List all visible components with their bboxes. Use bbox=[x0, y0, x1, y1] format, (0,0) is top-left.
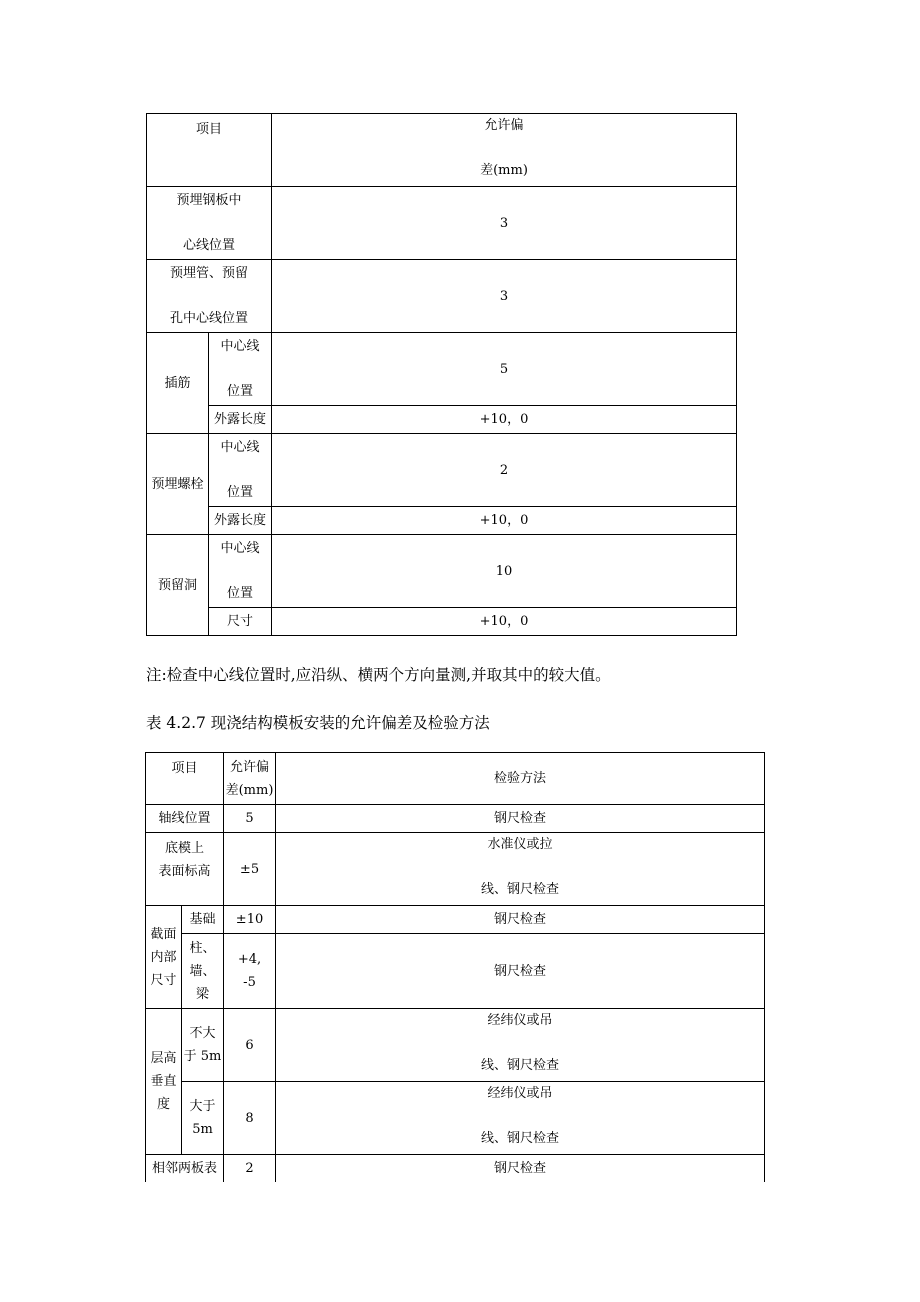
row-value: +10，0 bbox=[272, 608, 737, 636]
row-value: 2 bbox=[272, 434, 737, 507]
sub-label: 柱、 墙、 梁 bbox=[182, 934, 224, 1009]
embedded-parts-tolerance-table bbox=[146, 113, 737, 636]
sub-label: 中心线 位置 bbox=[209, 535, 272, 608]
table-row bbox=[147, 333, 737, 406]
sub-label: 中心线 位置 bbox=[209, 434, 272, 507]
table-row bbox=[146, 906, 765, 934]
group-label: 预埋螺栓 bbox=[147, 434, 209, 535]
row-label: 底模上 表面标高 bbox=[146, 833, 224, 906]
row-method: 经纬仪或吊 线、钢尺检查 bbox=[276, 1082, 765, 1155]
row-label: 相邻两板表 bbox=[146, 1155, 224, 1182]
formwork-tolerance-table bbox=[145, 752, 765, 1182]
table-row bbox=[147, 507, 737, 535]
table-row bbox=[146, 1009, 765, 1082]
row-value: 5 bbox=[224, 805, 276, 833]
row-value: 8 bbox=[224, 1082, 276, 1155]
table-row bbox=[147, 535, 737, 608]
table-row bbox=[146, 753, 765, 805]
sub-label: 中心线 位置 bbox=[209, 333, 272, 406]
table-row bbox=[146, 1155, 765, 1182]
table-row bbox=[147, 114, 737, 187]
table-row bbox=[146, 934, 765, 1009]
header-item: 项目 bbox=[146, 753, 224, 805]
row-method: 经纬仪或吊 线、钢尺检查 bbox=[276, 1009, 765, 1082]
table-row bbox=[146, 833, 765, 906]
group-label: 预留洞 bbox=[147, 535, 209, 636]
group-label: 截面 内部 尺寸 bbox=[146, 906, 182, 1009]
table-row bbox=[146, 1082, 765, 1155]
group-label: 层高 垂直 度 bbox=[146, 1009, 182, 1155]
sub-label: 基础 bbox=[182, 906, 224, 934]
row-value: ±5 bbox=[224, 833, 276, 906]
table-row bbox=[147, 608, 737, 636]
table-row bbox=[147, 260, 737, 333]
table-title: 表 4.2.7 现浇结构模板安装的允许偏差及检验方法 bbox=[146, 714, 490, 732]
row-value: ±10 bbox=[224, 906, 276, 934]
sub-label: 不大 于 5m bbox=[182, 1009, 224, 1082]
header-tolerance: 允许偏 差(mm) bbox=[224, 753, 276, 805]
row-value: +10，0 bbox=[272, 507, 737, 535]
sub-label: 外露长度 bbox=[209, 507, 272, 535]
note-text: 注:检查中心线位置时,应沿纵、横两个方向量测,并取其中的较大值。 bbox=[146, 666, 611, 684]
table-row bbox=[147, 434, 737, 507]
group-label: 插筋 bbox=[147, 333, 209, 434]
row-value: 10 bbox=[272, 535, 737, 608]
sub-label: 大于 5m bbox=[182, 1082, 224, 1155]
table-row bbox=[147, 187, 737, 260]
header-tolerance: 允许偏 差(mm) bbox=[272, 114, 737, 187]
row-label: 轴线位置 bbox=[146, 805, 224, 833]
row-method: 水准仪或拉 线、钢尺检查 bbox=[276, 833, 765, 906]
table-row bbox=[147, 406, 737, 434]
row-method: 钢尺检查 bbox=[276, 805, 765, 833]
header-item: 项目 bbox=[147, 114, 272, 187]
row-value: 3 bbox=[272, 260, 737, 333]
row-label: 预埋钢板中 心线位置 bbox=[147, 187, 272, 260]
row-value: +4, -5 bbox=[224, 934, 276, 1009]
table-row bbox=[146, 805, 765, 833]
row-value: +10，0 bbox=[272, 406, 737, 434]
row-method: 钢尺检查 bbox=[276, 1155, 765, 1182]
row-value: 3 bbox=[272, 187, 737, 260]
row-value: 5 bbox=[272, 333, 737, 406]
row-label: 预埋管、预留 孔中心线位置 bbox=[147, 260, 272, 333]
sub-label: 外露长度 bbox=[209, 406, 272, 434]
row-value: 2 bbox=[224, 1155, 276, 1182]
row-method: 钢尺检查 bbox=[276, 934, 765, 1009]
row-value: 6 bbox=[224, 1009, 276, 1082]
sub-label: 尺寸 bbox=[209, 608, 272, 636]
row-method: 钢尺检查 bbox=[276, 906, 765, 934]
header-method: 检验方法 bbox=[276, 753, 765, 805]
